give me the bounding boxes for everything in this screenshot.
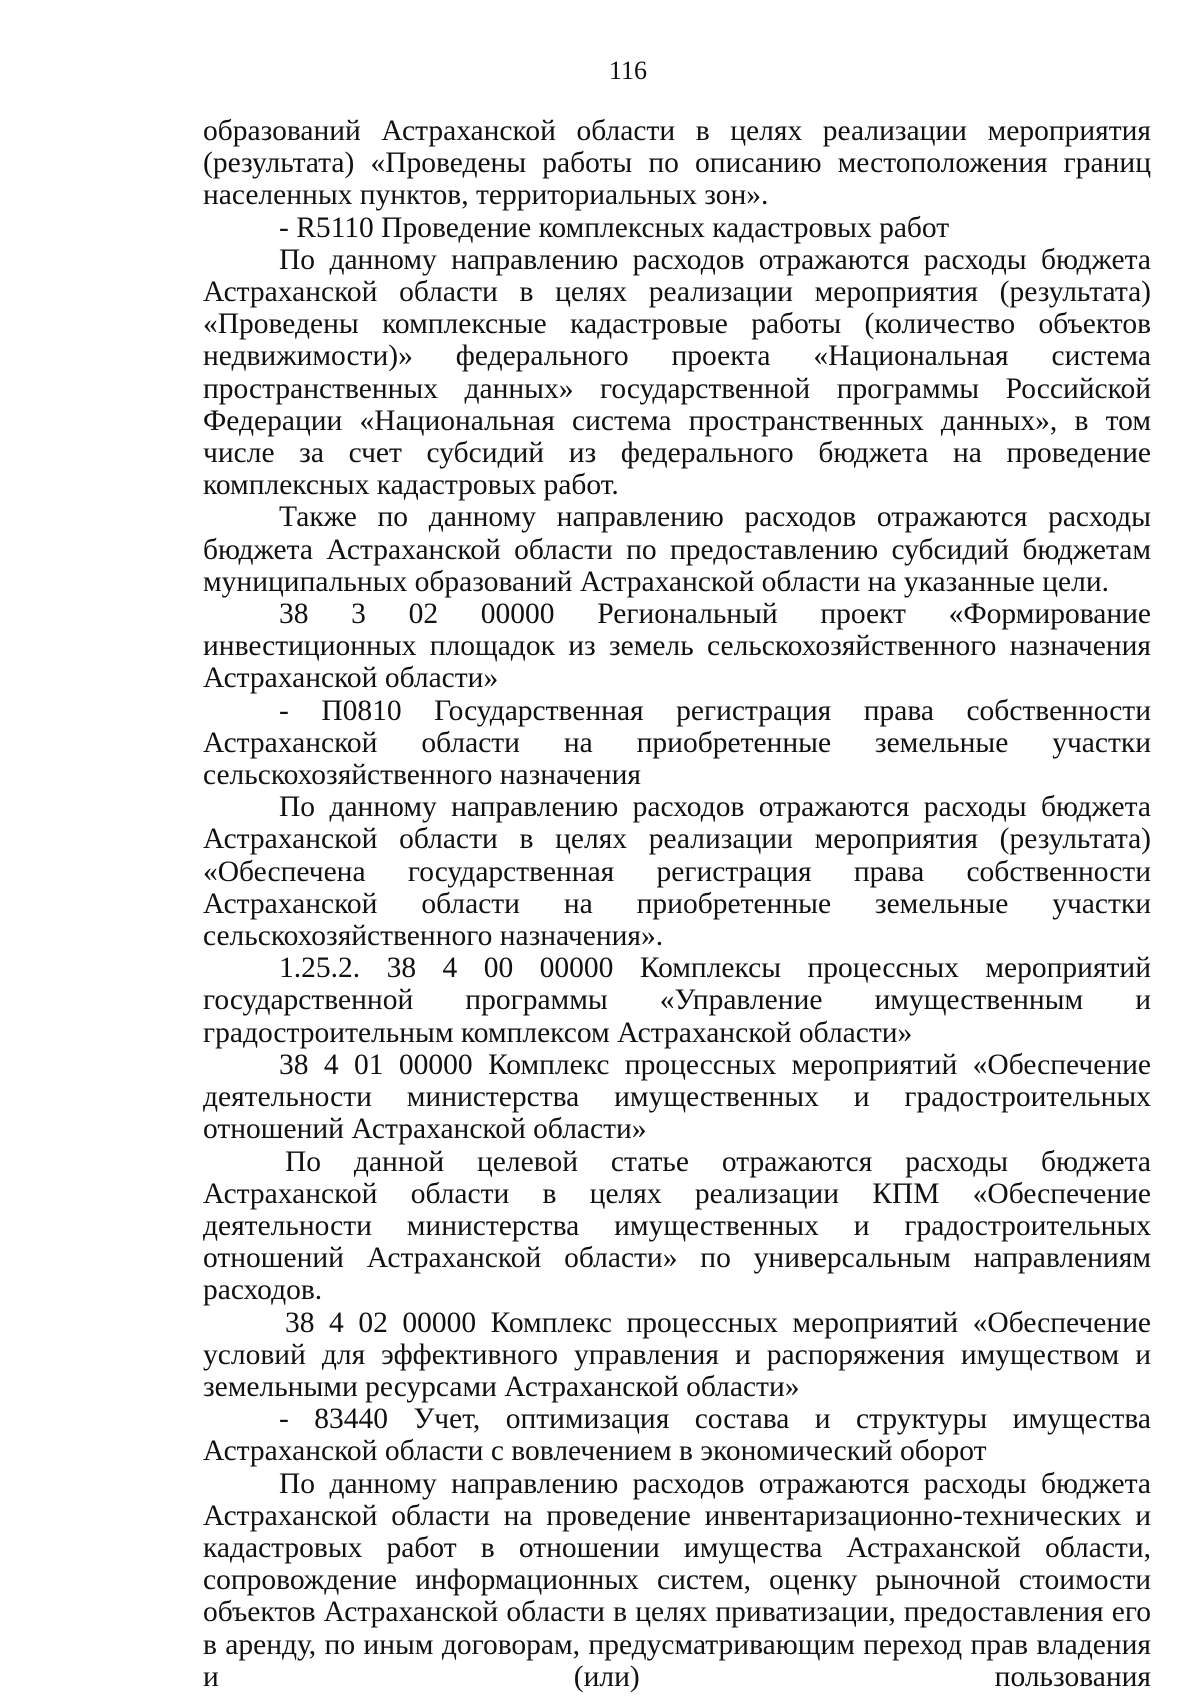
- paragraph-continuation: образований Астраханской области в целях реализации мероприятия (результата) «Проведены работы по описанию местоположения границ населенных пунктов, территориальных зон».: [203, 115, 1151, 212]
- paragraph-p0810-description: По данному направлению расходов отражаются расходы бюджета Астраханской области в целях реализации мероприятия (результата) «Обеспечена государственная регистрация права собственности Астраханской области на приобретенные земельные участки сельскохозяйственного назначения».: [203, 791, 1151, 953]
- paragraph-complex-38-4-01: 38 4 01 00000 Комплекс процессных мероприятий «Обеспечение деятельности министерства имущественных и градостроительных отношений Астраханской области»: [203, 1048, 1151, 1146]
- paragraph-section-1-25-2: 1.25.2. 38 4 00 00000 Комплексы процессных мероприятий государственной программы «Управление имущественным и градостроительным комплексом Астраханской области»: [203, 952, 1151, 1049]
- paragraph-complex-38-4-01-description: По данной целевой статье отражаются расходы бюджета Астраханской области в целях реализации КПМ «Обеспечение деятельности министерства имущественных и градостроительных отношений Астраханской области» по универсальным направлениям расходов.: [203, 1145, 1151, 1307]
- paragraph-complex-38-4-02: 38 4 02 00000 Комплекс процессных мероприятий «Обеспечение условий для эффективного управления и распоряжения имуществом и земельными ресурсами Астраханской области»: [203, 1306, 1151, 1403]
- paragraph-expense-direction-83440: - 83440 Учет, оптимизация состава и структуры имущества Астраханской области с вовлечением в экономический оборот: [203, 1403, 1151, 1468]
- page-number: 116: [608, 56, 648, 85]
- paragraph-regional-project-38-3-02: 38 3 02 00000 Региональный проект «Формирование инвестиционных площадок из земель сельскохозяйственного назначения Астраханской области»: [203, 598, 1151, 695]
- paragraph-expense-direction-p0810: - П0810 Государственная регистрация права собственности Астраханской области на приобретенные земельные участки сельскохозяйственного назначения: [203, 694, 1151, 792]
- paragraph-r5110-subsidies: Также по данному направлению расходов отражаются расходы бюджета Астраханской области по предоставлению субсидий бюджетам муниципальных образований Астраханской области на указанные цели.: [203, 501, 1151, 598]
- document-body: [203, 115, 1151, 1693]
- paragraph-r5110-description: По данному направлению расходов отражаются расходы бюджета Астраханской области в целях реализации мероприятия (результата) «Проведены комплексные кадастровые работы (количество объектов недвижимости)» федерального проекта «Национальная система пространственных данных» государственной программы Российской Федерации «Национальная система пространственных данных», в том числе за счет субсидий из федерального бюджета на проведение комплексных кадастровых работ.: [203, 243, 1151, 502]
- paragraph-expense-direction-r5110: - R5110 Проведение комплексных кадастровых работ: [279, 211, 950, 244]
- paragraph-83440-description: По данному направлению расходов отражаются расходы бюджета Астраханской области на проведение инвентаризационно-технических и кадастровых работ в отношении имущества Астраханской области, сопровождение информационных систем, оценку рыночной стоимости объектов Астраханской области в целях приватизации, предоставления его в аренду, по иным договорам, предусматривающим переход прав владения и (или) пользования: [203, 1467, 1151, 1693]
